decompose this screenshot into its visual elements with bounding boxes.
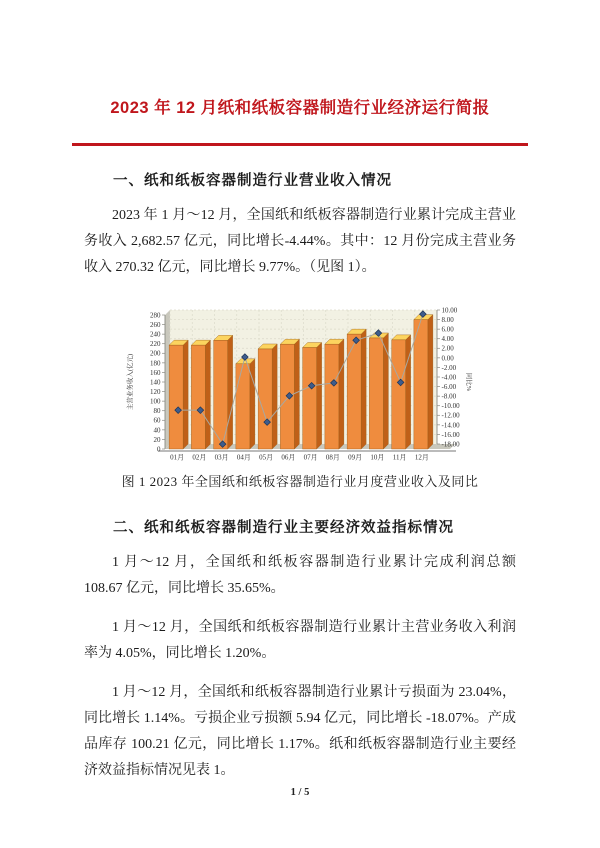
- figure-1: [124, 294, 474, 467]
- figure-1-caption: 图 1 2023 年全国纸和纸板容器制造行业月度营业收入及同比: [121, 474, 479, 489]
- svg-text:200: 200: [150, 349, 161, 358]
- svg-text:10月: 10月: [370, 453, 385, 462]
- svg-text:260: 260: [150, 320, 161, 329]
- document-title: 2023 年 12 月纸和纸板容器制造行业经济运行简报: [110, 99, 490, 117]
- svg-text:08月: 08月: [325, 453, 340, 462]
- page-content: [0, 94, 600, 784]
- svg-text:06月: 06月: [281, 453, 296, 462]
- svg-text:180: 180: [150, 359, 161, 368]
- svg-text:11月: 11月: [392, 453, 407, 462]
- svg-text:-4.00: -4.00: [441, 373, 457, 382]
- paragraph-revenue-summary: 2023 年 1 月～12 月，全国纸和纸板容器制造行业累计完成主营业务收入 2,682.57 亿元，同比增长-4.44%。其中：12 月份完成主营业务收入 270.32 亿元，同比增长 9.77%。（见图 1）。: [84, 208, 516, 275]
- svg-text:-2.00: -2.00: [441, 363, 457, 372]
- svg-text:-18.00: -18.00: [441, 440, 460, 449]
- svg-text:-8.00: -8.00: [441, 392, 457, 401]
- svg-text:240: 240: [150, 330, 161, 339]
- svg-text:6.00: 6.00: [441, 325, 454, 334]
- svg-text:160: 160: [150, 368, 161, 377]
- svg-text:120: 120: [150, 387, 161, 396]
- section-2-heading: 二、纸和纸板容器制造行业主要经济效益指标情况: [113, 520, 454, 536]
- svg-text:80: 80: [153, 407, 161, 416]
- svg-text:-6.00: -6.00: [441, 382, 457, 391]
- svg-text:-14.00: -14.00: [441, 421, 460, 430]
- svg-text:0.00: 0.00: [441, 354, 454, 363]
- svg-text:-10.00: -10.00: [441, 402, 460, 411]
- svg-text:-12.00: -12.00: [441, 411, 460, 420]
- svg-text:同比%: 同比%: [465, 372, 472, 392]
- svg-text:140: 140: [150, 378, 161, 387]
- revenue-chart: [124, 294, 474, 462]
- svg-text:4.00: 4.00: [441, 335, 454, 344]
- svg-text:02月: 02月: [192, 453, 207, 462]
- svg-text:280: 280: [150, 311, 161, 320]
- paragraph-profit-total: 1 月～12 月，全国纸和纸板容器制造行业累计完成利润总额 108.67 亿元，同比增长 35.65%。: [84, 555, 516, 596]
- svg-text:100: 100: [150, 397, 161, 406]
- svg-text:8.00: 8.00: [441, 315, 454, 324]
- svg-text:10.00: 10.00: [441, 306, 458, 315]
- title-divider-rule: [72, 143, 528, 146]
- svg-text:03月: 03月: [214, 453, 229, 462]
- svg-text:07月: 07月: [303, 453, 318, 462]
- paragraph-profit-margin: 1 月～12 月，全国纸和纸板容器制造行业累计主营业务收入利润率为 4.05%，同比增长 1.20%。: [84, 620, 516, 661]
- svg-text:05月: 05月: [259, 453, 274, 462]
- svg-text:12月: 12月: [414, 453, 429, 462]
- section-1-heading: 一、纸和纸板容器制造行业营业收入情况: [113, 173, 392, 189]
- svg-text:04月: 04月: [236, 453, 251, 462]
- svg-text:0: 0: [157, 445, 161, 454]
- page-number: 1 / 5: [290, 787, 310, 798]
- svg-text:60: 60: [153, 416, 161, 425]
- svg-text:01月: 01月: [170, 453, 185, 462]
- svg-text:220: 220: [150, 340, 161, 349]
- svg-text:09月: 09月: [348, 453, 363, 462]
- paragraph-loss-indicators: 1 月～12 月，全国纸和纸板容器制造行业累计亏损面为 23.04%，同比增长 1.14%。亏损企业亏损额 5.94 亿元，同比增长 -18.07%。产成品库存 100.21 亿元，同比增长 1.17%。纸和纸板容器制造行业主要经济效益指标情况见表 1。: [84, 685, 516, 778]
- svg-text:-16.00: -16.00: [441, 430, 460, 439]
- svg-text:40: 40: [153, 426, 161, 435]
- svg-text:主营业务收入(亿元): 主营业务收入(亿元): [127, 353, 134, 411]
- svg-text:20: 20: [153, 435, 161, 444]
- svg-text:2.00: 2.00: [441, 344, 454, 353]
